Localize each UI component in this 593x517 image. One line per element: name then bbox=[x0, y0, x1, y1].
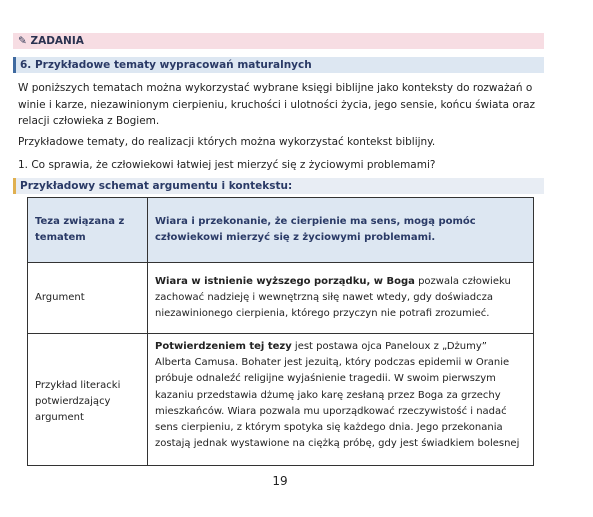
tasks-header-label: ZADANIA bbox=[30, 35, 84, 47]
table-header-row bbox=[28, 198, 534, 263]
example-label: Przykład literacki potwierdzający argument bbox=[28, 334, 148, 466]
table-row bbox=[28, 334, 534, 466]
table-row bbox=[28, 263, 534, 334]
example-text: jest postawa ojca Paneloux z „Dżumy” Alberta Camusa. Bohater jest jezuitą, który podczas epidemii w Oranie próbuje odnaleźć religijne wyjaśnienie tragedii. W swoim pierwszym kazaniu przedstawia dżumę jako karę zesłaną przez Boga za grzechy mieszkańców. Wiara pozwala mu uporządkować rzeczywistość i nadać sens cierpieniu, z którym spotyka się każdego dnia. Jego przekonania zostają jednak wystawione na ciężką próbę, gdy jest świadkiem bolesnej bbox=[155, 341, 520, 450]
tasks-header bbox=[13, 33, 544, 49]
topic-1: 1. Co sprawia, że człowiekowi łatwiej jest mierzyć się z życiowymi problemami? bbox=[18, 159, 436, 171]
thesis-text: Wiara i przekonanie, że cierpienie ma sens, mogą pomóc człowiekowi mierzyć się z życiowymi problemami. bbox=[148, 198, 534, 263]
page-number: 19 bbox=[272, 474, 288, 488]
argument-cell bbox=[148, 263, 534, 334]
example-bold: Potwierdzeniem tej tezy bbox=[155, 341, 292, 352]
schema-title: Przykładowy schemat argumentu i kontekstu: bbox=[13, 178, 544, 194]
argument-label: Argument bbox=[28, 263, 148, 334]
section-title: 6. Przykładowe tematy wypracowań maturalnych bbox=[13, 57, 544, 73]
argument-bold: Wiara w istnienie wyższego porządku, w Boga bbox=[155, 275, 415, 287]
pencil-icon: ✎ bbox=[18, 35, 27, 47]
topics-intro: Przykładowe tematy, do realizacji których można wykorzystać kontekst biblijny. bbox=[18, 136, 436, 148]
example-cell bbox=[148, 334, 534, 466]
thesis-label: Teza związana z tematem bbox=[28, 198, 148, 263]
argument-table bbox=[27, 197, 534, 466]
argument-text: pozwala człowieku zachować nadzieję i wewnętrzną siłę nawet wtedy, gdy doświadcza niezawinionego cierpienia, którego przyczyn nie potrafi zrozumieć. bbox=[155, 275, 511, 320]
intro-paragraph: W poniższych tematach można wykorzystać wybrane księgi biblijne jako konteksty do rozważań o winie i karze, niezawinionym cierpieniu, kruchości i ulotności życia, jego sensie, końcu świata oraz relacji człowieka z Bogiem. bbox=[18, 82, 536, 127]
